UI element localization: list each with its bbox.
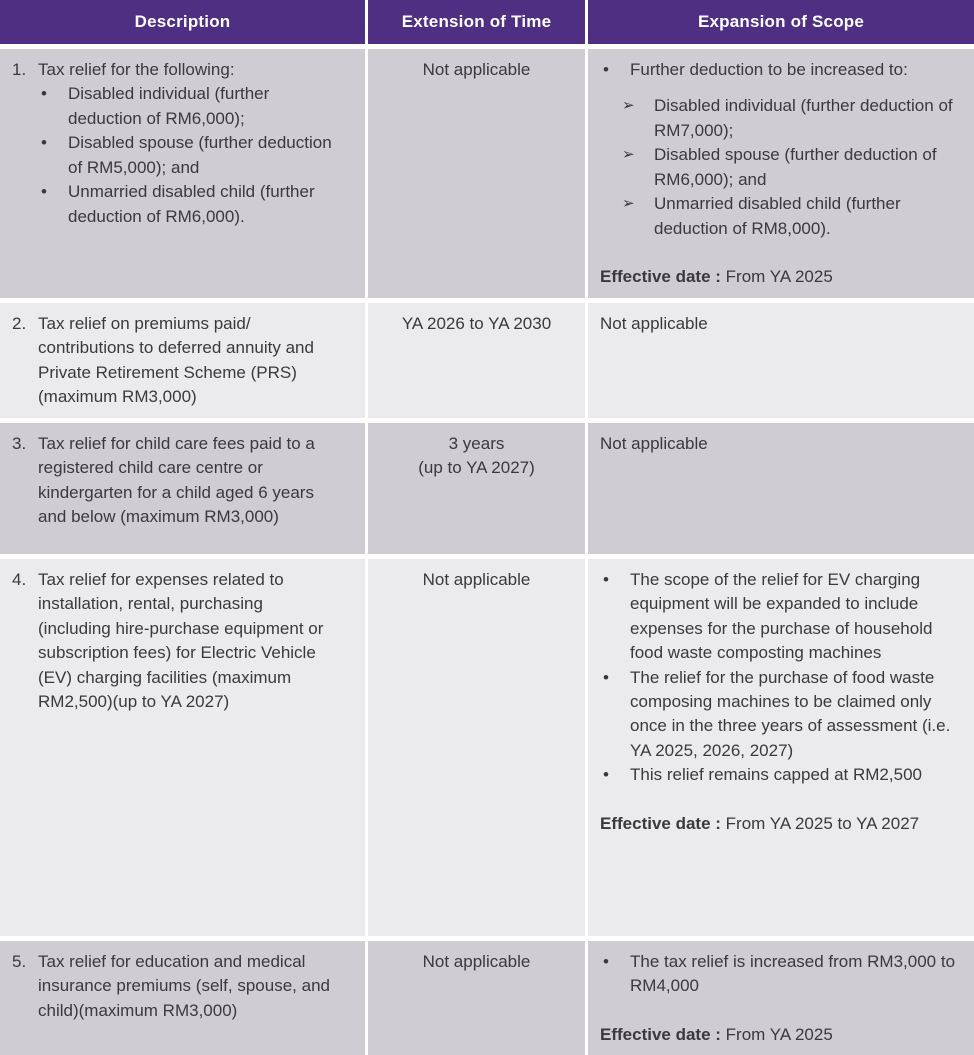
- row1-extension-cell: [368, 49, 585, 298]
- row5-effective-date: [600, 1023, 958, 1047]
- list-item: [38, 82, 340, 131]
- row1-scope-sub-bullet: Unmarried disabled child (further deduction of RM8,000).: [654, 194, 901, 238]
- row3-scope-cell: [588, 423, 974, 554]
- list-item: [38, 131, 340, 180]
- row4-scope-bullet: This relief remains capped at RM2,500: [630, 765, 922, 785]
- bullet-icon: •: [41, 84, 47, 104]
- list-item: [600, 568, 958, 666]
- row5-extension-value: Not applicable: [422, 951, 531, 971]
- list-item: [622, 143, 958, 192]
- row4-description-text: Tax relief for expenses related to installation, rental, purchasing (including hire-purchase equipment or subscription fees) for Electric Vehicle (EV) charging facilities (maximum RM2,500)(up to YA 2027): [38, 569, 324, 711]
- list-item: [622, 192, 958, 241]
- row2-extension-value: YA 2026 to YA 2030: [401, 313, 552, 333]
- list-item: [600, 58, 958, 82]
- row1-description-intro: Tax relief for the following:: [38, 60, 235, 79]
- row2-scope-value: Not applicable: [600, 313, 708, 333]
- bullet-icon: •: [603, 765, 609, 785]
- row3-extension-value-line1: 3 years: [448, 433, 505, 453]
- row1-extension-value: Not applicable: [422, 60, 531, 79]
- bullet-icon: •: [603, 951, 609, 971]
- row4-extension-value: Not applicable: [422, 569, 531, 589]
- effective-date-value: From YA 2025: [725, 267, 833, 287]
- row1-scope-sub-bullet: Disabled individual (further deduction of RM7,000);: [654, 96, 953, 140]
- row1-scope-cell: [588, 49, 974, 298]
- bullet-icon: •: [41, 182, 47, 202]
- arrow-bullet-icon: ➢: [622, 195, 635, 213]
- row3-extension-cell: [368, 423, 585, 554]
- row1-scope-sub-bullet: Disabled spouse (further deduction of RM6,000); and: [654, 145, 937, 189]
- arrow-bullet-icon: ➢: [622, 146, 635, 164]
- list-item: [622, 94, 958, 143]
- row2-number: 2.: [12, 313, 27, 333]
- bullet-icon: •: [603, 569, 609, 589]
- row5-scope-bullet: The tax relief is increased from RM3,000 to RM4,000: [630, 951, 956, 996]
- row2-scope-cell: [588, 303, 974, 418]
- row3-scope-value: Not applicable: [600, 433, 708, 453]
- effective-date-label: Effective date :: [600, 267, 721, 287]
- bullet-icon: •: [41, 133, 47, 153]
- row4-extension-cell: [368, 559, 585, 936]
- list-item: [38, 180, 340, 229]
- row1-desc-bullet: Unmarried disabled child (further deduction of RM6,000).: [68, 182, 315, 226]
- effective-date-label: Effective date :: [600, 813, 721, 833]
- row3-number: 3.: [12, 433, 27, 453]
- row4-description-cell: [0, 559, 365, 936]
- column-header-expansion-of-scope: Expansion of Scope: [588, 0, 974, 44]
- row2-extension-cell: [368, 303, 585, 418]
- row2-description-cell: [0, 303, 365, 418]
- row3-description-text: Tax relief for child care fees paid to a registered child care centre or kindergarten for a child aged 6 years and below (maximum RM3,000): [38, 433, 315, 527]
- list-item: [600, 950, 958, 999]
- column-header-extension-of-time: Extension of Time: [368, 0, 585, 44]
- row3-description-cell: [0, 423, 365, 554]
- row4-scope-bullet: The relief for the purchase of food waste composing machines to be claimed only once in the three years of assessment (i.e. YA 2025, 2026, 2027): [630, 667, 951, 760]
- bullet-icon: •: [603, 667, 609, 687]
- effective-date-label: Effective date :: [600, 1024, 721, 1044]
- effective-date-value: From YA 2025 to YA 2027: [725, 813, 920, 833]
- list-item: [600, 666, 958, 764]
- row4-scope-bullet: The scope of the relief for EV charging equipment will be expanded to include expenses for the purchase of household food waste composting machines: [630, 569, 933, 663]
- row1-desc-bullet: Disabled spouse (further deduction of RM5,000); and: [68, 133, 332, 177]
- row1-desc-bullet: Disabled individual (further deduction of RM6,000);: [68, 84, 270, 128]
- row2-description-text: Tax relief on premiums paid/ contributions to deferred annuity and Private Retirement Scheme (PRS) (maximum RM3,000): [38, 313, 314, 407]
- row4-effective-date: [600, 812, 958, 836]
- row4-number: 4.: [12, 569, 27, 589]
- row1-scope-bullet: Further deduction to be increased to:: [630, 60, 908, 79]
- list-item: [600, 763, 958, 787]
- row3-extension-value-line2: (up to YA 2027): [418, 458, 535, 478]
- row1-effective-date: [600, 265, 958, 289]
- row5-number: 5.: [12, 951, 27, 971]
- row1-number: 1.: [12, 60, 27, 79]
- bullet-icon: •: [603, 60, 609, 79]
- row4-scope-cell: [588, 559, 974, 936]
- column-header-description: Description: [0, 0, 365, 44]
- arrow-bullet-icon: ➢: [622, 97, 635, 115]
- row1-description-cell: [0, 49, 365, 298]
- effective-date-value: From YA 2025: [725, 1024, 833, 1044]
- row5-description-text: Tax relief for education and medical insurance premiums (self, spouse, and child)(maximum RM3,000): [38, 951, 330, 1020]
